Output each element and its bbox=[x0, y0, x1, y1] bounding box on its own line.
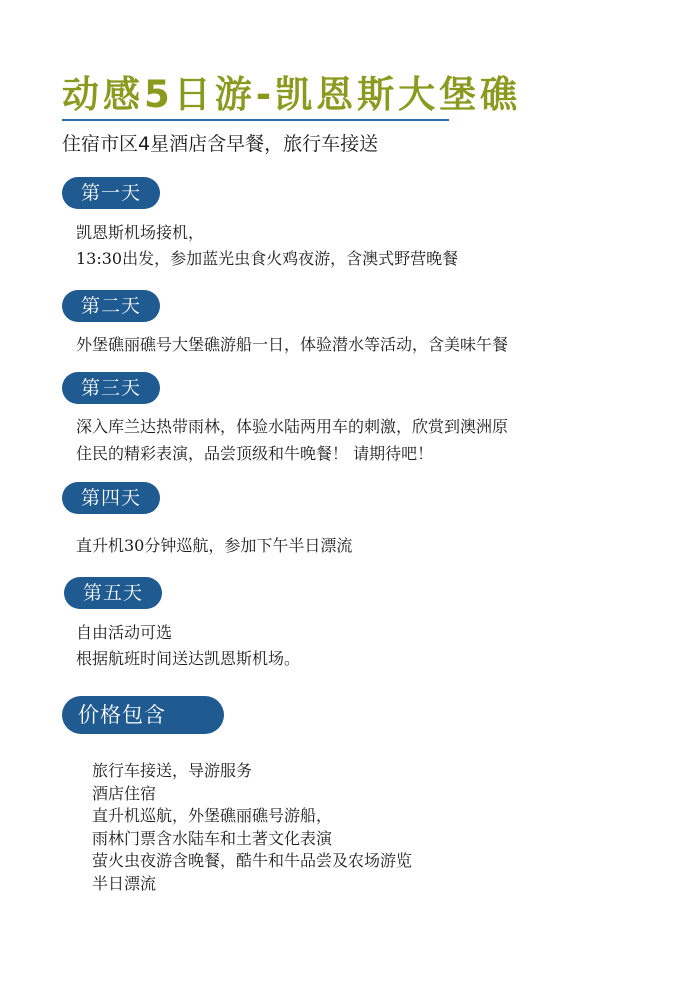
price-item: 旅行车接送，导游服务 bbox=[92, 761, 253, 780]
day-1-badge: 第一天 bbox=[62, 177, 160, 209]
day-4-line-1: 直升机30分钟巡航，参加下午半日漂流 bbox=[76, 536, 353, 555]
day-3-badge: 第三天 bbox=[62, 372, 160, 404]
price-includes-list bbox=[92, 760, 412, 895]
page-title: 动感5日游-凯恩斯大堡礁 bbox=[62, 73, 522, 116]
price-item: 萤火虫夜游含晚餐，酷牛和牛品尝及农场游览 bbox=[92, 851, 413, 870]
price-item: 半日漂流 bbox=[92, 873, 157, 893]
price-item: 直升机巡航，外堡礁丽礁号游船， bbox=[92, 806, 333, 825]
price-includes-badge: 价格包含 bbox=[62, 696, 224, 734]
day-3-line-2: 住民的精彩表演，品尝顶级和牛晚餐！ 请期待吧！ bbox=[76, 444, 434, 463]
day-3-line-1: 深入库兰达热带雨林，体验水陆两用车的刺激，欣赏到澳洲原 bbox=[76, 417, 509, 436]
price-item: 酒店住宿 bbox=[92, 783, 157, 803]
title-divider bbox=[62, 119, 449, 121]
price-item: 雨林门票含水陆车和土著文化表演 bbox=[92, 828, 333, 848]
day-4-badge: 第四天 bbox=[62, 482, 160, 514]
page-subtitle: 住宿市区4星酒店含早餐，旅行车接送 bbox=[62, 133, 379, 155]
day-2-line-1: 外堡礁丽礁号大堡礁游船一日，体验潜水等活动，含美味午餐 bbox=[76, 335, 509, 354]
day-5-badge: 第五天 bbox=[64, 577, 162, 609]
day-1-line-1: 凯恩斯机场接机， bbox=[76, 223, 205, 242]
day-5-line-1: 自由活动可选 bbox=[76, 623, 173, 642]
day-1-line-2: 13:30出发，参加蓝光虫食火鸡夜游，含澳式野营晚餐 bbox=[76, 249, 459, 268]
day-5-line-2: 根据航班时间送达凯恩斯机场。 bbox=[76, 649, 301, 668]
day-2-badge: 第二天 bbox=[62, 290, 160, 322]
